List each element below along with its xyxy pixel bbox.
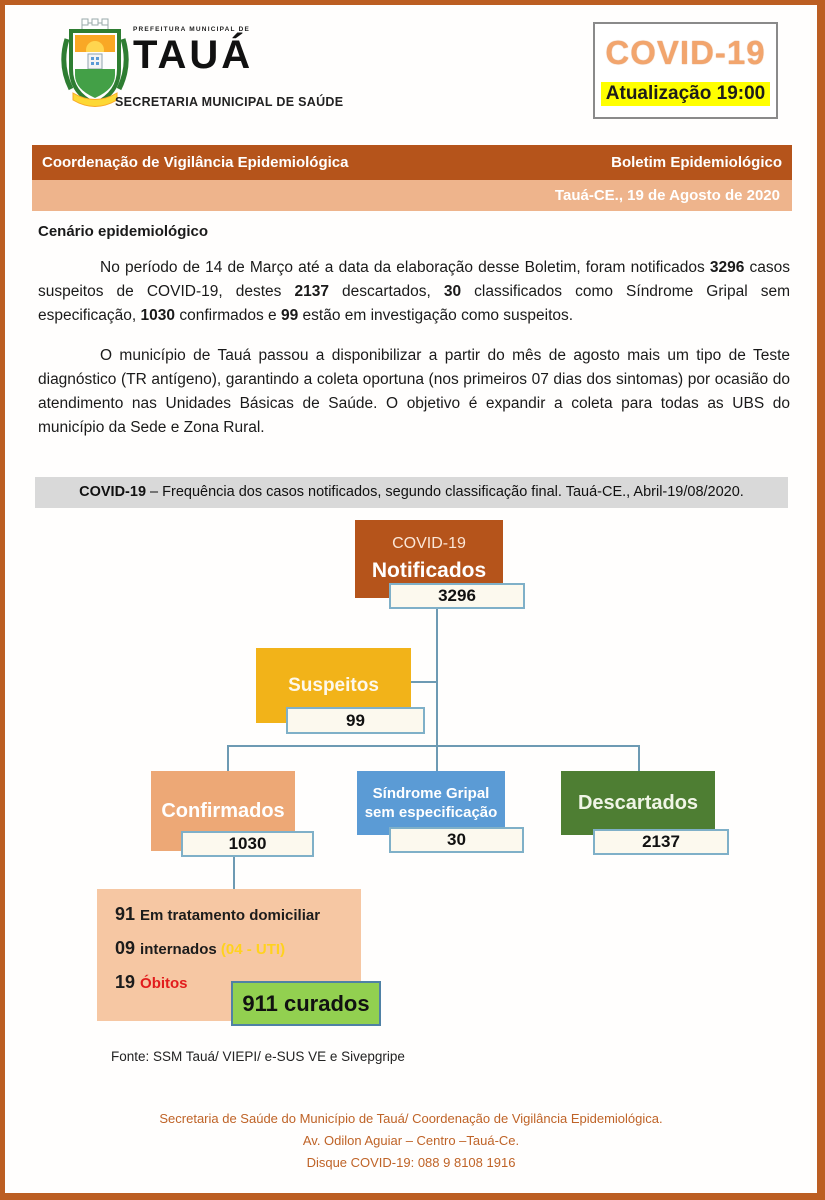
banner-date-label: Tauá-CE., 19 de Agosto de 2020	[554, 187, 780, 204]
node-suspeitos-label: Suspeitos	[288, 674, 379, 696]
connector-breakdown	[233, 855, 235, 891]
connector-suspeitos	[411, 681, 438, 683]
node-descartados	[561, 771, 715, 835]
node-confirmados-label: Confirmados	[161, 799, 285, 822]
footer-line-1: Secretaria de Saúde do Município de Tauá/ Coordenação de Vigilância Epidemiológica.	[159, 1111, 663, 1126]
banner-bar	[32, 145, 792, 180]
banner-left-label: Coordenação de Vigilância Epidemiológica	[42, 154, 349, 171]
value-notificados: 3296	[389, 583, 525, 609]
node-sindrome-gripal	[357, 771, 505, 835]
flowchart	[5, 515, 825, 1075]
connector-drop-left	[227, 745, 229, 773]
footer	[5, 1108, 817, 1174]
node-notificados-label: Notificados	[371, 559, 487, 582]
value-sindrome-gripal: 30	[389, 827, 524, 853]
section-heading: Cenário epidemiológico	[38, 223, 209, 240]
covid-badge	[593, 22, 778, 119]
org-small-label: PREFEITURA MUNICIPAL DE	[133, 26, 251, 33]
chart-title-bar: COVID-19 – Frequência dos casos notificados, segundo classificação final. Tauá-CE., Abril-19/08/2020.	[35, 477, 788, 508]
source-note: Fonte: SSM Tauá/ VIEPI/ e-SUS VE e Sivepgripe	[111, 1049, 405, 1064]
node-notificados-title: COVID-19	[392, 535, 466, 552]
org-subtitle: SECRETARIA MUNICIPAL DE SAÚDE	[115, 95, 344, 109]
value-confirmados: 1030	[181, 831, 314, 857]
node-sindrome-gripal-label: Síndrome Gripal sem especificação	[364, 784, 498, 821]
paragraph-1: No período de 14 de Março até a data da elaboração desse Boletim, foram notificados 3296 casos suspeitos de COVID-19, destes 2137 descartados, 30 classificados como Síndrome Gripal sem especificação, 1030 confirmados e 99 estão em investigação como suspeitos.	[38, 259, 791, 325]
connector-vertical-main	[436, 607, 438, 747]
value-descartados: 2137	[593, 829, 729, 855]
update-time-label: Atualização 19:00	[601, 82, 770, 106]
curados-box: 911 curados	[231, 981, 381, 1026]
value-suspeitos: 99	[286, 707, 425, 734]
connector-horizontal	[227, 745, 640, 747]
body-text	[38, 223, 790, 456]
node-descartados-label: Descartados	[577, 791, 699, 814]
breakdown-obitos: 19 Óbitos	[115, 972, 188, 992]
breakdown-internados: 09 internados (04 - UTI)	[115, 938, 286, 958]
org-name: TAUÁ	[133, 32, 254, 77]
paragraph-2: O município de Tauá passou a disponibilizar a partir do mês de agosto mais um tipo de Teste diagnóstico (TR antígeno), garantindo a coleta oportuna (nos primeiros 07 dias dos sintomas) por ocasião do atendimento nas Unidades Básicas de Saúde. O objetivo é expandir a coleta para todas as UBS do município da Sede e Zona Rural.	[38, 347, 790, 437]
covid-badge-title: COVID-19	[605, 34, 766, 71]
banner-date-bar	[32, 180, 792, 211]
connector-drop-right	[638, 745, 640, 773]
banner-right-label: Boletim Epidemiológico	[611, 154, 782, 171]
footer-line-3: Disque COVID-19: 088 9 8108 1916	[306, 1155, 516, 1171]
org-logo-text	[133, 27, 253, 75]
connector-drop-center	[436, 745, 438, 773]
breakdown-tratamento: 91 Em tratamento domiciliar	[115, 904, 321, 924]
footer-line-2: Av. Odilon Aguiar – Centro –Tauá-Ce.	[302, 1133, 520, 1149]
